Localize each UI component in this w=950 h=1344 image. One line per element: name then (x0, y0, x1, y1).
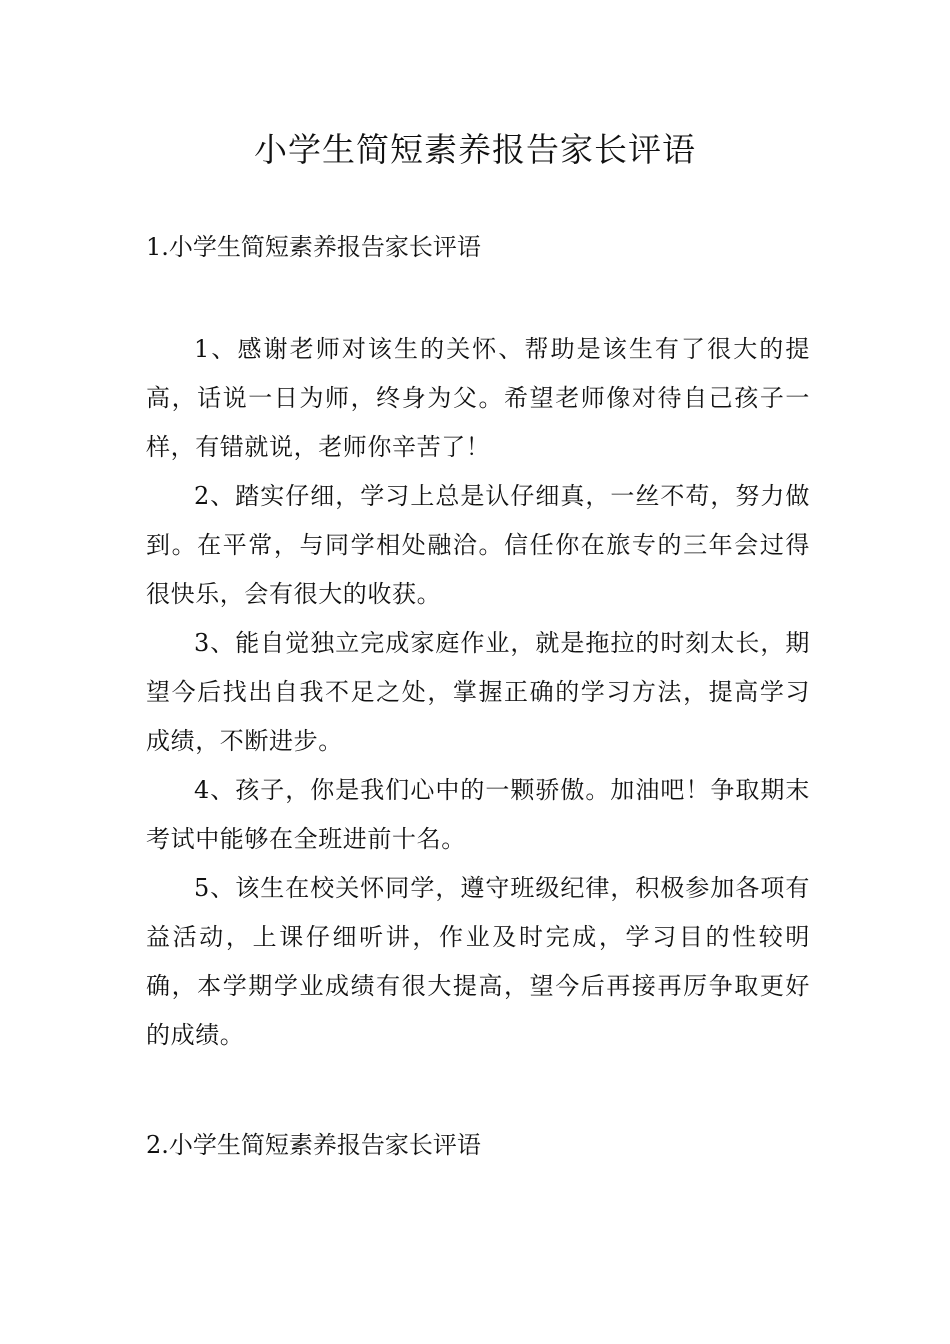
comment-paragraph-5: 5、该生在校关怀同学，遵守班级纪律，积极参加各项有益活动，上课仔细听讲，作业及时完成，学习目的性较明确，本学期学业成绩有很大提高，望今后再接再厉争取更好的成绩。 (146, 874, 810, 1049)
section-heading-2: 2.小学生简短素养报告家长评语 (146, 1131, 481, 1159)
section-heading-1: 1.小学生简短素养报告家长评语 (146, 233, 481, 261)
comment-paragraph-2: 2、踏实仔细，学习上总是认仔细真，一丝不苟，努力做到。在平常，与同学相处融洽。信任你在旅专的三年会过得很快乐，会有很大的收获。 (146, 482, 810, 608)
comment-paragraph-1: 1、感谢老师对该生的关怀、帮助是该生有了很大的提高，话说一日为师，终身为父。希望老师像对待自己孩子一样，有错就说，老师你辛苦了！ (146, 335, 810, 461)
comment-paragraph-3: 3、能自觉独立完成家庭作业，就是拖拉的时刻太长，期望今后找出自我不足之处，掌握正确的学习方法，提高学习成绩，不断进步。 (146, 629, 810, 755)
document-title: 小学生简短素养报告家长评语 (254, 130, 696, 169)
comment-paragraph-4: 4、孩子，你是我们心中的一颗骄傲。加油吧！争取期末考试中能够在全班进前十名。 (146, 776, 810, 853)
section-1-body (146, 325, 810, 1060)
